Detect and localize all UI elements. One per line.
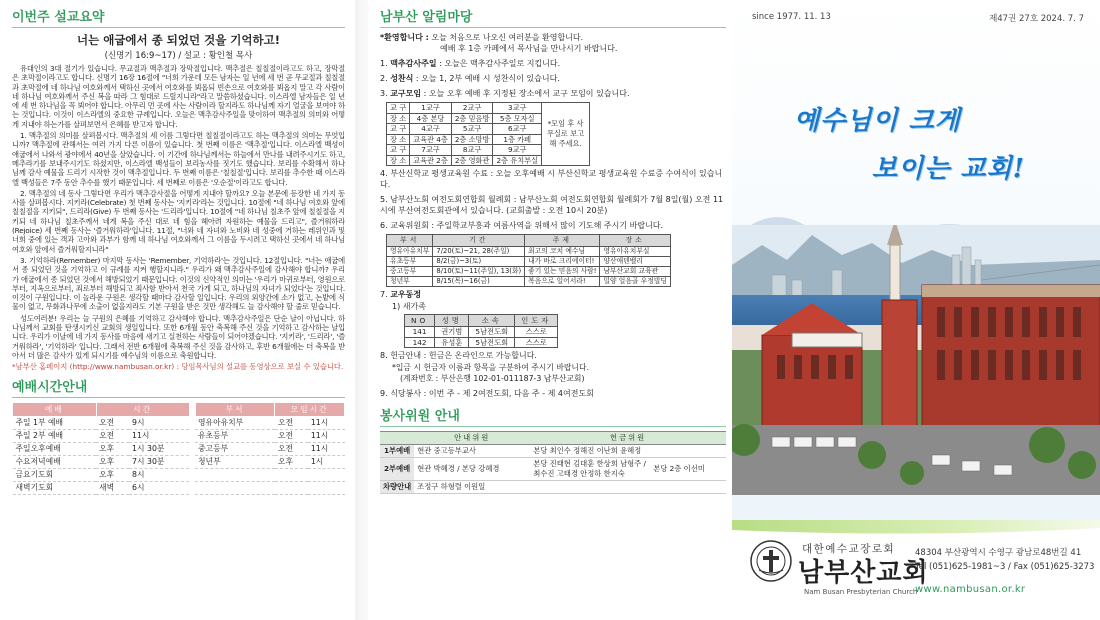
edu-header: 장소 — [600, 235, 670, 247]
church-phone-fax: Tel (051)625-1981~3 / Fax (051)625-3273 — [915, 562, 1095, 572]
parish-cell: 4교구 — [410, 124, 452, 135]
department-cell: 청년부 — [195, 456, 275, 469]
parish-cell: 2층 영화관 — [451, 155, 493, 166]
notice-item: 7. 교우동정 — [380, 290, 422, 299]
new-family-cell: 스스로 — [515, 327, 558, 338]
worship-row — [13, 430, 345, 443]
worship-cell: 오후 — [96, 456, 129, 469]
church-website-link[interactable]: www.nambusan.or.kr — [915, 584, 1026, 595]
offering-extra-cell: 본당 2층 이선미 — [650, 458, 726, 481]
usher-header: 안내위원 — [414, 432, 530, 445]
parish-cell: 5층 모자실 — [493, 113, 542, 124]
parish-cell: 1층 카페 — [493, 134, 542, 145]
sermon-paragraph: 유대인의 3대 절기가 있습니다. 무교절과 맥추절과 장막절입니다. 맥추절은 칠칠절이라고도 하고, 장막절은 초막절이라고도 합니다. 신명기 16장 16절에 "너희 가운데 모든 남자는 일 년에 세 번 곧 무교절과 칠칠절과 초막절에 네 하나님 여호와께서 택하신 곳에서 여호와를 뵈옵되 빈손으로 여호와를 뵈옵지 말고 각 사람이 네 하나님 여호와께서 주신 복을 따라 그 힘대로 드릴지니라"라고 말씀하셨습니다. 이스라엘 남자들은 일 년에 세 번 하나님을 꼭 뵈어야 합니다. 아무리 먼 곳에 사는 사람이라 할지라도 하나님께 자기 얼굴을 보여야 하는 것입니다. 이것이 이스라엘의 중요한 규례입니다. 오늘은 맥추감사주일을 맞이하여 맥추절의 의미와 어떻게 지내야 하는가를 살펴보면서 은혜를 받고자 합니다. — [12, 64, 345, 129]
new-family-table — [404, 314, 558, 348]
department-cell: 영유아유치부 — [195, 417, 275, 430]
department-cell: 11시 — [308, 430, 345, 443]
worship-cell: 6시 — [129, 482, 189, 495]
department-cell: 1시 — [308, 456, 345, 469]
parish-cell: 교 구 — [387, 124, 410, 135]
sermon-paragraph: 1. 맥추절의 의미를 살펴봅시다. 맥추절의 세 이름 그렇다면 칠칠절이라고도 하는 맥추절의 의미는 무엇입니까? 맥추절에 관해서는 여러 가지 다른 이름이 있습니다. 첫 번째 이름은 '맥추절'입니다. 이스라엘 백성이 애굽에서 나와서 광야에서 40년을 살았습니다. 이 기간에 하나님께서는 하늘에서 만나를 내려주시기도 하고, 메추라기를 보내주시기도 하셨지만, 이스라엘 백성들이 보리농사를 짓기도 했습니다. 보리를 수확해서 하나님께 감사 예물을 드리기 시작한 것이 맥추절입니다. 두 번째 이름은 '칠칠절'입니다. 보리를 추수한 때 이스라엘 백성들은 7주 동안 추수를 했기 때문입니다. 세 번째로 이름은 '오순절'이라고도 합니다. — [12, 131, 345, 187]
sermon-paragraph: 3. 기억하라(Remember) 마지막 동사는 'Remember, 기억하라'는 것입니다. 12절입니다. "너는 애굽에서 종 되었던 것을 기억하고 이 규례를 지켜 행할지니라." 우리가 왜 맥추감사주일에 감사해야 합니까? 우리가 애굽에서 종 되었던 것에서 해방되었기 때문입니다. 이것의 신약적인 의미는 '우리가 마귀로부터, 영원으로부터, 지옥으로부터, 죄로부터 해방되고 죄사함 받아서 천국 가게 되고, 하나님의 자녀가 되었다'는 것입니다. 이것이 구원입니다. 이 놀라운 구원은 생각할 때마다 감사할 일입니다. 우리의 외양간에 소가 없고, 논밭에 식물이 없고, 무화과나무에 소출이 없을지라도 기본 구원을 받은 것만 생각해도 늘 감사해야 할 줄로 믿습니다. — [12, 255, 345, 312]
parish-row — [387, 103, 590, 114]
notice-item: 3. 교구모임 : 오늘 오후 예배 후 지정된 장소에서 교구 모임이 있습니다. — [380, 89, 630, 98]
worship-cell: 주일 1부 예배 — [13, 417, 97, 430]
notice-item: 4. 부산신학교 평생교육원 수료 : 오늘 오후예배 시 부산신학교 평생교육원 수료증 수여식이 있습니다. — [380, 169, 723, 189]
worship-cell: 새벽기도회 — [13, 482, 97, 495]
worship-cell: 1시 30분 — [129, 443, 189, 456]
worship-row — [13, 456, 345, 469]
reg-header: 성명 — [435, 315, 469, 327]
parish-cell: 8교구 — [451, 145, 493, 156]
denomination: 대한예수교장로회 — [802, 543, 896, 555]
department-header: 부서 — [195, 403, 275, 417]
worship-cell: 오후 — [96, 469, 129, 482]
new-family-row — [405, 337, 558, 348]
notice-item: 6. 교육위원회 : 주일학교부흥과 여름사역을 위해서 많이 기도해 주시기 바랍니다. — [380, 221, 664, 230]
church-name-english: Nam Busan Presbyterian Church — [804, 588, 918, 596]
parish-cell: 3교구 — [493, 103, 542, 114]
worship-cell: 9시 — [129, 417, 189, 430]
worship-row — [13, 469, 345, 482]
worship-cell: 수요저녁예배 — [13, 456, 97, 469]
new-family-cell: 5남전도회 — [469, 327, 515, 338]
worship-cell: 오후 — [96, 443, 129, 456]
new-family-row — [405, 327, 558, 338]
meeting-time-header: 모임시간 — [275, 403, 345, 417]
bank-account: (계좌번호 : 부산은행 102-01-011187-3 남부산교회) — [400, 374, 585, 383]
notice-item: 8. 헌금안내 : 헌금은 온라인으로 가능합니다. — [380, 351, 537, 360]
founded-date: since 1977. 11. 13 — [752, 12, 831, 22]
notice-item: 5. 남부산노회 여전도회연합회 월례회 : 남부산노회 여전도회연합회 월례회가 7월 8일(월) 오전 11시에 부산여전도회관에서 있습니다. (교회출발 : 오전 10시 20분) — [380, 195, 724, 215]
edu-cell: 유초등부 — [387, 257, 433, 267]
parish-cell: 7교구 — [410, 145, 452, 156]
edu-row — [387, 247, 671, 257]
offering-note: *입금 시 헌금자 이름과 항목을 구분하여 주시기 바랍니다. — [392, 363, 589, 372]
edu-cell: 7/20(토)~21, 28(주일) — [433, 247, 525, 257]
worship-cell: 7시 30분 — [129, 456, 189, 469]
offering-cell: 본당 최인수 정해진 이난희 윤혜정 — [530, 445, 650, 458]
edu-cell: 최고의 코치 예수님 — [525, 247, 600, 257]
edu-row — [387, 267, 671, 277]
announcements-panel — [368, 0, 732, 620]
edu-header: 주제 — [525, 235, 600, 247]
worship-row — [13, 482, 345, 495]
usher-cell: 현관 중고등부교사 — [414, 445, 530, 458]
department-cell: 오후 — [275, 456, 308, 469]
worship-row — [13, 443, 345, 456]
sermon-paragraph: 2. 맥추절의 네 동사 그렇다면 우리가 맥추감사절을 어떻게 지내야 할까요? 오늘 본문에 등장한 네 가지 동사를 살펴봅시다. 지키라(Celebrate) 첫 번째 동사는 '지키라'라는 것입니다. 10절에 "네 하나님 여호와 앞에 칠칠절을 지키되", 드리라(Give) 두 번째 동사는 '드리라'입니다. 10절에 "네 하나님 칠초주 앞에 칠칠절을 지키되 네 하나님 칠초주께서 네게 복을 주신 대로 네 힘을 헤아려 자원하는 예물을 드리고", 즐거워하라(Rejoice) 세 번째 동사는 '즐거워하라'입니다. 11절, "너와 네 자녀와 노비와 네 성중에 거하는 레위인과 및 너희 중에 있는 객과 고아와 과부가 함께 네 하나님 여호와께서 그 이름을 두시려고 택하신 곳에서 네 하나님 여호와 앞에서 즐거워할지니라" — [12, 188, 345, 254]
new-family-cell: 141 — [405, 327, 435, 338]
offering-cell — [530, 481, 650, 494]
worship-row — [13, 417, 345, 430]
department-cell: 유초등부 — [195, 430, 275, 443]
offering-header: 헌금위원 — [530, 432, 726, 445]
edu-header: 기간 — [433, 235, 525, 247]
offering-extra-cell — [650, 445, 726, 458]
edu-cell: 밀양 얼음골 우정빌딩 — [600, 277, 670, 287]
sermon-paragraph: 성도여러분! 우리는 늘 구원의 은혜를 기억하고 감사해야 합니다. 맥추감사주일은 단순 날이 아닙니다. 하나님께서 교회를 탄생시키신 교회의 생일입니다. 또한 6개월 동안 축복해 주신 것을 기억하고 감사하는 날입니다. 우리가 이날에 네 가지 동사를 마음에 새기고 실천하는 사람들이 되어야겠습니다. '지키라', '드리라', '즐거워하라', '기억하라' 입니다. 그래서 전반 6개월에 축복해 주신 것을 감사하고, 후반 6개월에는 더 축복을 받아서 더 많은 감사가 있게 되시기를 예수님의 이름으로 축원합니다. — [12, 313, 345, 360]
sermon-panel — [0, 0, 355, 620]
welcome-notice: *환영합니다 : 오늘 처음으로 나오신 여러분을 환영합니다. 예배 후 1층 카페에서 목사님을 만나시기 바랍니다. — [380, 33, 618, 53]
sermon-reference: (신명기 16:9~17) / 설교 : 황인철 목사 — [104, 51, 253, 61]
worship-cell: 11시 — [129, 430, 189, 443]
volunteer-table — [380, 431, 726, 494]
usher-cell: 조정구 하형렬 이원일 — [414, 481, 530, 494]
parish-cell: 장 소 — [387, 134, 410, 145]
notice-item: 2. 성찬식 : 오늘 1, 2부 예배 시 성찬식이 있습니다. — [380, 74, 560, 83]
edu-cell: 남부산교회 교육관 — [600, 267, 670, 277]
volunteer-row — [380, 445, 726, 458]
service-label: 2부예배 — [380, 458, 414, 481]
issue-info: 제47권 27호 2024. 7. 7 — [989, 14, 1084, 24]
edu-cell: 청년부 — [387, 277, 433, 287]
church-name: 남부산교회 — [798, 558, 929, 588]
church-address: 48304 부산광역시 수영구 광남로48번길 41 — [915, 548, 1082, 558]
parish-cell: 교육관 2층 — [410, 155, 452, 166]
new-family-cell: 유성훈 — [435, 337, 469, 348]
parish-cell: 장 소 — [387, 113, 410, 124]
usher-cell: 현관 박혜경 / 본당 강혜경 — [414, 458, 530, 481]
worship-cell: 주일 2부 예배 — [13, 430, 97, 443]
service-label: 1부예배 — [380, 445, 414, 458]
new-family-cell: 스스로 — [515, 337, 558, 348]
cover-panel — [732, 0, 1100, 620]
edu-cell: 양산애덴벨리 — [600, 257, 670, 267]
edu-cell: 영유아유치부실 — [600, 247, 670, 257]
worship-cell: 오전 — [96, 417, 129, 430]
worship-cell: 주일오후예배 — [13, 443, 97, 456]
edu-cell: 복음으로 일어서라! — [525, 277, 600, 287]
volunteer-row — [380, 458, 726, 481]
new-family-cell: 권기범 — [435, 327, 469, 338]
offering-extra-cell — [650, 481, 726, 494]
parish-cell: 교 구 — [387, 145, 410, 156]
worship-cell: 새벽 — [96, 482, 129, 495]
sermon-body — [12, 64, 345, 360]
education-schedule-table — [386, 234, 671, 287]
parish-cell: 1교구 — [410, 103, 452, 114]
parish-cell: 5교구 — [451, 124, 493, 135]
parish-cell: 장 소 — [387, 155, 410, 166]
department-cell: 오전 — [275, 417, 308, 430]
worship-cell: 오전 — [96, 430, 129, 443]
page-gutter-left — [355, 0, 368, 620]
edu-header: 부서 — [387, 235, 433, 247]
slogan-line-1: 예수님이 크게 — [794, 106, 961, 136]
worship-cell: 8시 — [129, 469, 189, 482]
new-family-label: 1) 새가족 — [392, 302, 426, 311]
edu-cell: 8/10(토)~11(주일), 13(화) — [433, 267, 525, 277]
edu-cell: 내가 바로 크리에이터! — [525, 257, 600, 267]
new-family-cell: 5남전도회 — [469, 337, 515, 348]
edu-cell: 8/15(목)~16(금) — [433, 277, 525, 287]
volunteer-section-title: 봉사위원 안내 — [380, 405, 726, 427]
parish-cell: 2교구 — [451, 103, 493, 114]
church-emblem-icon — [750, 540, 792, 582]
church-photo — [732, 225, 1100, 495]
announcements-section-title: 남부산 알림마당 — [380, 6, 726, 28]
new-family-cell: 142 — [405, 337, 435, 348]
offering-cell: 본당 진태현 김대훈 한상희 남형주 / 최수진 고태경 안정하 한지숙 — [530, 458, 650, 481]
volunteer-row — [380, 481, 726, 494]
department-cell: 11시 — [308, 443, 345, 456]
edu-cell: 8/2(금)~3(토) — [433, 257, 525, 267]
parish-note: *모임 후 사무실로 보고해 주세요. — [542, 103, 590, 166]
department-cell: 오전 — [275, 430, 308, 443]
sermon-section-title: 이번주 설교요약 — [12, 6, 345, 28]
edu-cell: 중고등부 — [387, 267, 433, 277]
department-cell: 11시 — [308, 417, 345, 430]
service-label: 차량안내 — [380, 481, 414, 494]
reg-header: 인도자 — [515, 315, 558, 327]
parish-meeting-table — [386, 102, 590, 166]
time-header: 시간 — [96, 403, 189, 417]
worship-section-title: 예배시간안내 — [12, 376, 345, 398]
department-cell: 오전 — [275, 443, 308, 456]
department-cell: 중고등부 — [195, 443, 275, 456]
parish-cell: 교 구 — [387, 103, 410, 114]
reg-header: NO — [405, 315, 435, 327]
reg-header: 소속 — [469, 315, 515, 327]
parish-cell: 6교구 — [493, 124, 542, 135]
edu-cell: 좋기 있는 믿음의 사람! — [525, 267, 600, 277]
worship-time-table — [12, 402, 345, 495]
worship-header: 예배 — [13, 403, 97, 417]
edu-cell: 영유아유치부 — [387, 247, 433, 257]
announcements-list — [380, 32, 726, 399]
parish-cell: 2층 소망방 — [451, 134, 493, 145]
parish-cell: 9교구 — [493, 145, 542, 156]
parish-cell: 2층 믿음방 — [451, 113, 493, 124]
sermon-title: 너는 애굽에서 종 되었던 것을 기억하고! — [76, 33, 280, 47]
slogan-line-2: 보이는 교회! — [872, 154, 1026, 184]
notice-item: 9. 식당봉사 : 이번 주 - 제 2여전도회, 다음 주 - 제 4여전도회 — [380, 389, 594, 398]
homepage-notice: *남부산 홈페이지 (http://www.nambusan.or.kr) : 당임목사님의 설교를 동영상으로 보실 수 있습니다. — [12, 362, 344, 372]
edu-row — [387, 257, 671, 267]
worship-cell: 금요기도회 — [13, 469, 97, 482]
edu-row — [387, 277, 671, 287]
parish-cell: 2층 유치부실 — [493, 155, 542, 166]
notice-item: 1. 맥추감사주일 : 오늘은 맥추감사주일로 지킵니다. — [380, 59, 561, 68]
parish-cell: 4층 본당 — [410, 113, 452, 124]
parish-cell: 교육관 4층 — [410, 134, 452, 145]
